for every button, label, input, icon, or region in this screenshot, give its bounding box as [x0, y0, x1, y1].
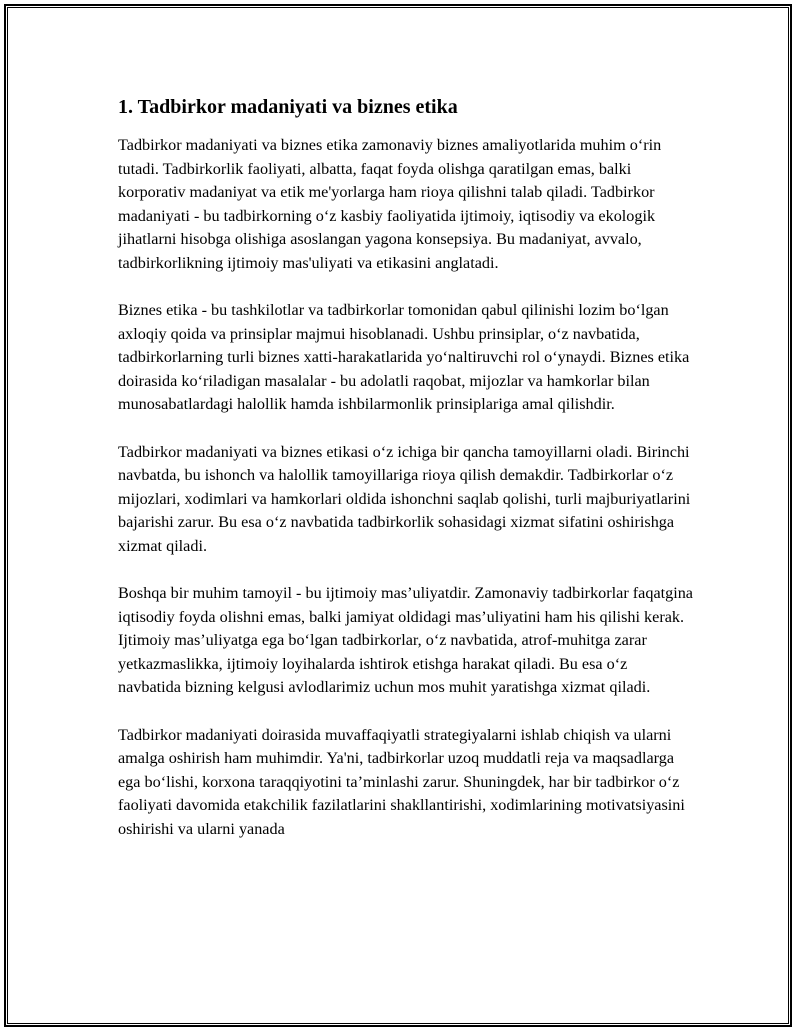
paragraph-1: Tadbirkor madaniyati va biznes etika zamonaviy biznes amaliyotlarida muhim oʻrin tutadi. Tadbirkorlik faoliyati, albatta, faqat foyda olishga qaratilgan emas, balki korporativ madaniyat va etik me'yorlarga ham rioya qilishni talab qiladi. Tadbirkor madaniyati - bu tadbirkorning oʻz kasbiy faoliyatida ijtimoiy, iqtisodiy va ekologik jihatlarni hisobga olishiga asoslangan yagona konsepsiya. Bu madaniyat, avvalo, tadbirkorlikning ijtimoiy mas'uliyati va etikasini anglatadi.	[118, 136, 662, 272]
section-heading: 1. Tadbirkor madaniyati va biznes etika	[118, 96, 458, 118]
document-body	[118, 94, 693, 865]
paragraph-4: Boshqa bir muhim tamoyil - bu ijtimoiy mas’uliyatdir. Zamonaviy tadbirkorlar faqatgina iqtisodiy foyda olishni emas, balki jamiyat oldidagi mas’uliyatini ham his qilishi kerak. Ijtimoiy mas’uliyatga ega boʻlgan tadbirkorlar, oʻz navbatida, atrof-muhitga zarar yetkazmaslikka, ijtimoiy loyihalarda ishtirok etishga harakat qiladi. Bu esa oʻz navbatida bizning kelgusi avlodlarimiz uchun mos muhit yaratishga xizmat qiladi.	[118, 584, 693, 696]
paragraph-3: Tadbirkor madaniyati va biznes etikasi oʻz ichiga bir qancha tamoyillarni oladi. Birinchi navbatda, bu ishonch va halollik tamoyillariga rioya qilish demakdir. Tadbirkorlar oʻz mijozlari, xodimlari va hamkorlari oldida ishonchni saqlab qolishi, turli majburiyatlarini bajarishi zarur. Bu esa oʻz navbatida tadbirkorlik sohasidagi xizmat sifatini oshirishga xizmat qiladi.	[118, 442, 691, 555]
paragraph-2: Biznes etika - bu tashkilotlar va tadbirkorlar tomonidan qabul qilinishi lozim boʻlgan axloqiy qoida va prinsiplar majmui hisoblanadi. Ushbu prinsiplar, oʻz navbatida, tadbirkorlarning turli biznes xatti-harakatlarida yoʻnaltiruvchi rol oʻynaydi. Biznes etika doirasida koʻriladigan masalalar - bu adolatli raqobat, mijozlar va hamkorlar bilan munosabatlardagi halollik hamda ishbilarmonlik prinsiplariga amal qilishdir.	[118, 301, 690, 413]
paragraph-5: Tadbirkor madaniyati doirasida muvaffaqiyatli strategiyalarni ishlab chiqish va ularni amalga oshirish ham muhimdir. Ya'ni, tadbirkorlar uzoq muddatli reja va maqsadlarga ega boʻlishi, korxona taraqqiyotini ta’minlashi zarur. Shuningdek, har bir tadbirkor oʻz faoliyati davomida etakchilik fazilatlarini shakllantirishi, xodimlarining motivatsiyasini oshirishi va ularni yanada	[118, 725, 685, 838]
